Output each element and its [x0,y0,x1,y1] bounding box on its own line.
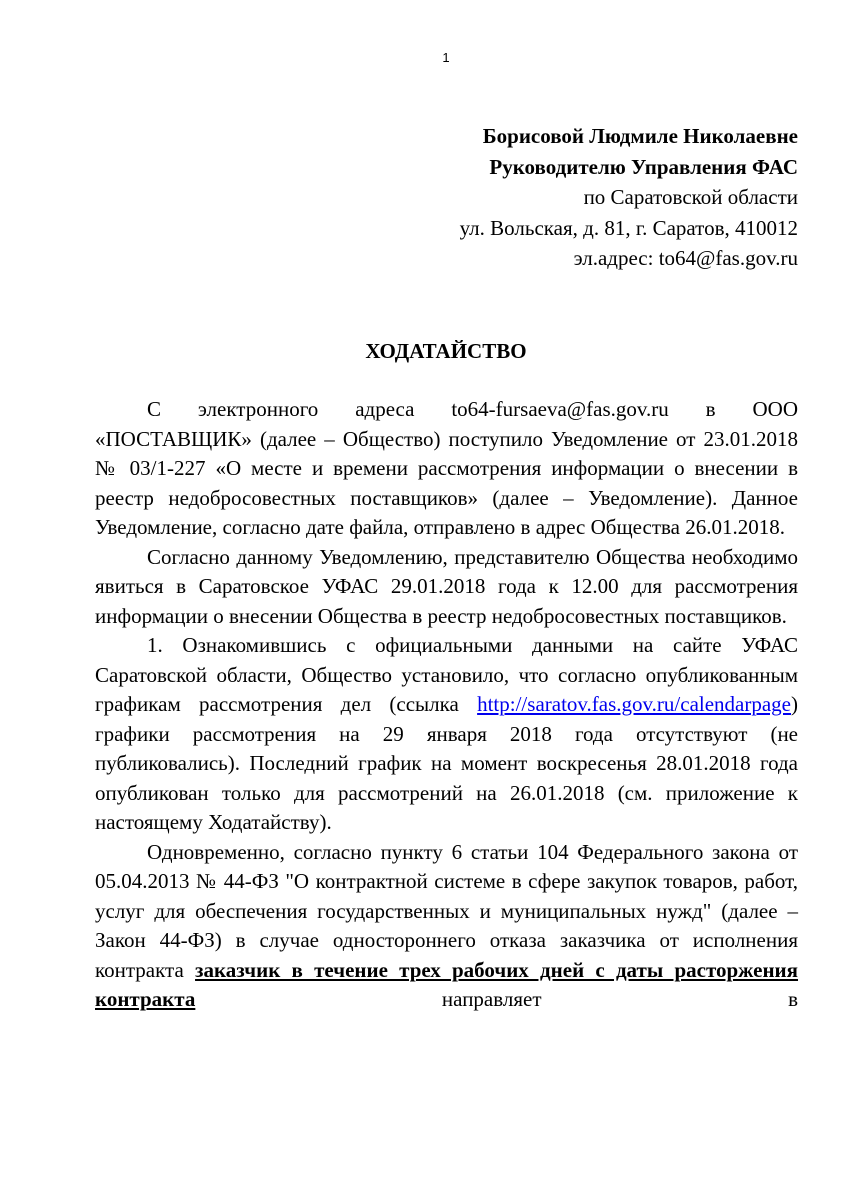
paragraph-schedules-missing [95,631,798,838]
calendar-page-link[interactable]: http://saratov.fas.gov.ru/calendarpage [477,692,791,716]
addressee-name: Борисовой Людмиле Николаевне [482,124,798,148]
emphasized-deadline-text: заказчик в течение трех рабочих дней с даты расторжения контракта [95,957,799,1011]
addressee-email: эл.адрес: to64@fas.gov.ru [573,246,798,270]
paragraph-schedules-text-end: ) графики рассмотрения на 29 января 2018 года отсутствуют (не публиковались). Последний график на момент воскресенья 28.01.2018 года опубликован только для рассмотрений на 26.01.2018 (см. приложение к настоящему Ходатайству). [95,692,798,834]
paragraph-schedules-text-start: 1. Ознакомившись с официальными данными на сайте УФАС Саратовской области, Общество установило, что согласно опубликованным графикам рассмотрения дел (ссылка [95,633,798,716]
addressee-block [460,121,798,274]
paragraph-notice-received: С электронного адреса to64-fursaeva@fas.gov.ru в ООО «ПОСТАВЩИК» (далее – Общество) поступило Уведомление от 23.01.2018 № 03/1-227 «О месте и времени рассмотрения информации о внесении в реестр недобросовестных поставщиков» (далее – Уведомление). Данное Уведомление, согласно дате файла, отправлено в адрес Общества 26.01.2018. [95,397,798,539]
addressee-address: ул. Вольская, д. 81, г. Саратов, 410012 [459,215,798,240]
paragraph-law-reference [95,838,798,1015]
paragraph-appearance-required: Согласно данному Уведомлению, представителю Общества необходимо явиться в Саратовское УФАС 29.01.2018 года к 12.00 для рассмотрения информации о внесении Общества в реестр недобросовестных поставщиков. [95,544,798,628]
document-title: ХОДАТАЙСТВО [365,339,527,363]
addressee-position: Руководителю Управления ФАС [489,154,798,179]
document-body [95,395,798,1015]
paragraph-law-text-end: направляет в [195,987,798,1011]
paragraph-law-text-start: Одновременно, согласно пункту 6 статьи 104 Федерального закона от 05.04.2013 № 44-ФЗ "О контрактной системе в сфере закупок товаров, работ, услуг для обеспечения государственных и муниципальных нужд" (далее – Закон 44-ФЗ) в случае одностороннего отказа заказчика от исполнения контракта [95,839,798,982]
addressee-region: по Саратовской области [583,185,798,209]
page-number: 1 [442,50,450,65]
